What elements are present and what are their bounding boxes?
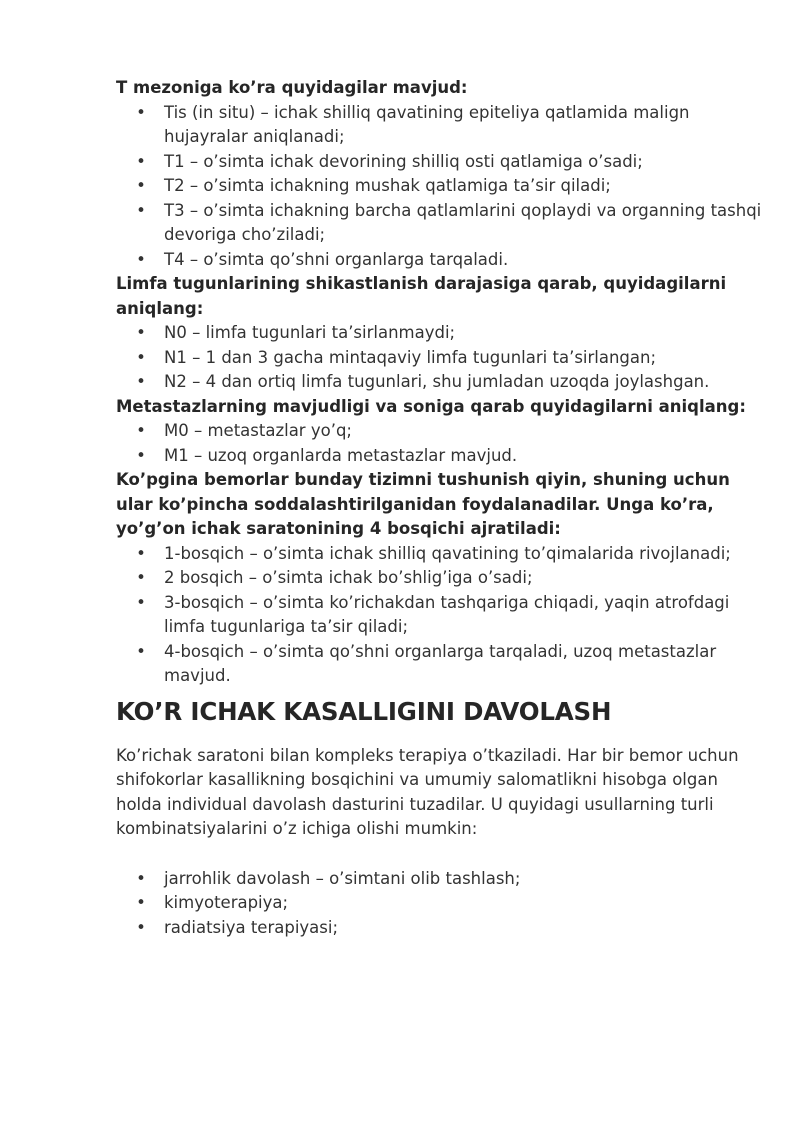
list-item-text: 1-bosqich – o’simta ichak shilliq qavatining to’qimalarida rivojlanadi; xyxy=(164,543,731,563)
list-item-text: kimyoterapiya; xyxy=(164,893,289,912)
list-item xyxy=(116,419,766,444)
t-criteria-heading: T mezoniga ko’ra quyidagilar mavjud: xyxy=(116,78,468,97)
list-item-text: T4 – o’simta qo’shni organlarga tarqaladi. xyxy=(164,249,509,269)
list-item xyxy=(116,150,766,175)
bullet: • xyxy=(136,421,146,440)
list-item xyxy=(116,542,766,567)
bullet: • xyxy=(136,200,146,220)
bullet: • xyxy=(136,372,146,391)
list-item-text: N2 – 4 dan ortiq limfa tugunlari, shu jumladan uzoqda joylashgan. xyxy=(164,372,710,391)
bullet: • xyxy=(136,592,146,612)
list-item xyxy=(116,248,766,273)
list-item xyxy=(116,321,766,346)
list-item xyxy=(116,867,766,892)
list-item-text: N1 – 1 dan 3 gacha mintaqaviy limfa tugunlari ta’sirlangan; xyxy=(164,347,657,367)
list-item-text: N0 – limfa tugunlari ta’sirlanmaydi; xyxy=(164,323,456,342)
bullet: • xyxy=(136,445,146,465)
bullet: • xyxy=(136,249,146,269)
list-item xyxy=(116,916,766,941)
bullet: • xyxy=(136,323,146,342)
t-criteria-list xyxy=(116,101,766,273)
bullet: • xyxy=(136,568,146,587)
list-item xyxy=(116,640,766,689)
m-criteria-heading: Metastazlarning mavjudligi va soniga qarab quyidagilarni aniqlang: xyxy=(116,396,746,416)
section-paragraph: Ko’richak saratoni bilan kompleks terapiya o’tkaziladi. Har bir bemor uchun shifokorlar kasallikning bosqichini va umumiy salomatlikni hisobga olgan holda individual davolash dasturini tuzadilar. U quyidagi usullarning turli kombinatsiyalarini o’z ichiga olishi mumkin: xyxy=(116,745,739,838)
list-item xyxy=(116,199,766,248)
m-criteria-list xyxy=(116,419,766,468)
n-criteria-list xyxy=(116,321,766,395)
list-item xyxy=(116,891,766,916)
list-item-text: M1 – uzoq organlarda metastazlar mavjud. xyxy=(164,445,518,465)
bullet: • xyxy=(136,917,146,937)
list-item xyxy=(116,566,766,591)
list-item xyxy=(116,174,766,199)
list-item-text: 2 bosqich – o’simta ichak bo’shlig’iga o’sadi; xyxy=(164,568,533,587)
list-item-text: Tis (in situ) – ichak shilliq qavatining epiteliya qatlamida malign hujayralar aniqlanadi; xyxy=(164,102,690,146)
list-item-text: 3-bosqich – o’simta ko’richakdan tashqariga chiqadi, yaqin atrofdagi limfa tugunlariga ta’sir qiladi; xyxy=(164,592,730,636)
bullet: • xyxy=(136,641,146,661)
bullet: • xyxy=(136,893,146,912)
stages-list xyxy=(116,542,766,689)
stages-heading: Ko’pgina bemorlar bunday tizimni tushunish qiyin, shuning uchun ular ko’pincha soddalashtirilganidan foydalanadilar. Unga ko’ra, yo’g’on ichak saratonining 4 bosqichi ajratiladi: xyxy=(116,470,730,538)
list-item xyxy=(116,591,766,640)
document-content xyxy=(116,76,766,940)
list-item-text: radiatsiya terapiyasi; xyxy=(164,917,339,937)
list-item xyxy=(116,346,766,371)
bullet: • xyxy=(136,176,146,195)
list-item-text: jarrohlik davolash – o’simtani olib tashlash; xyxy=(164,868,521,888)
bullet: • xyxy=(136,347,146,367)
list-item xyxy=(116,444,766,469)
list-item-text: T3 – o’simta ichakning barcha qatlamlarini qoplaydi va organning tashqi devoriga cho’ziladi; xyxy=(164,200,762,244)
treatment-list xyxy=(116,867,766,941)
bullet: • xyxy=(136,868,146,888)
list-item xyxy=(116,101,766,150)
bullet: • xyxy=(136,543,146,563)
list-item-text: M0 – metastazlar yo’q; xyxy=(164,421,352,440)
section-title: KO’R ICHAK KASALLIGINI DAVOLASH xyxy=(116,696,612,726)
n-criteria-heading: Limfa tugunlarining shikastlanish darajasiga qarab, quyidagilarni aniqlang: xyxy=(116,274,727,318)
bullet: • xyxy=(136,151,146,171)
bullet: • xyxy=(136,102,146,122)
list-item-text: T2 – o’simta ichakning mushak qatlamiga ta’sir qiladi; xyxy=(164,176,611,195)
list-item-text: 4-bosqich – o’simta qo’shni organlarga tarqaladi, uzoq metastazlar mavjud. xyxy=(164,641,717,685)
list-item-text: T1 – o’simta ichak devorining shilliq osti qatlamiga o’sadi; xyxy=(164,151,643,171)
list-item xyxy=(116,370,766,395)
